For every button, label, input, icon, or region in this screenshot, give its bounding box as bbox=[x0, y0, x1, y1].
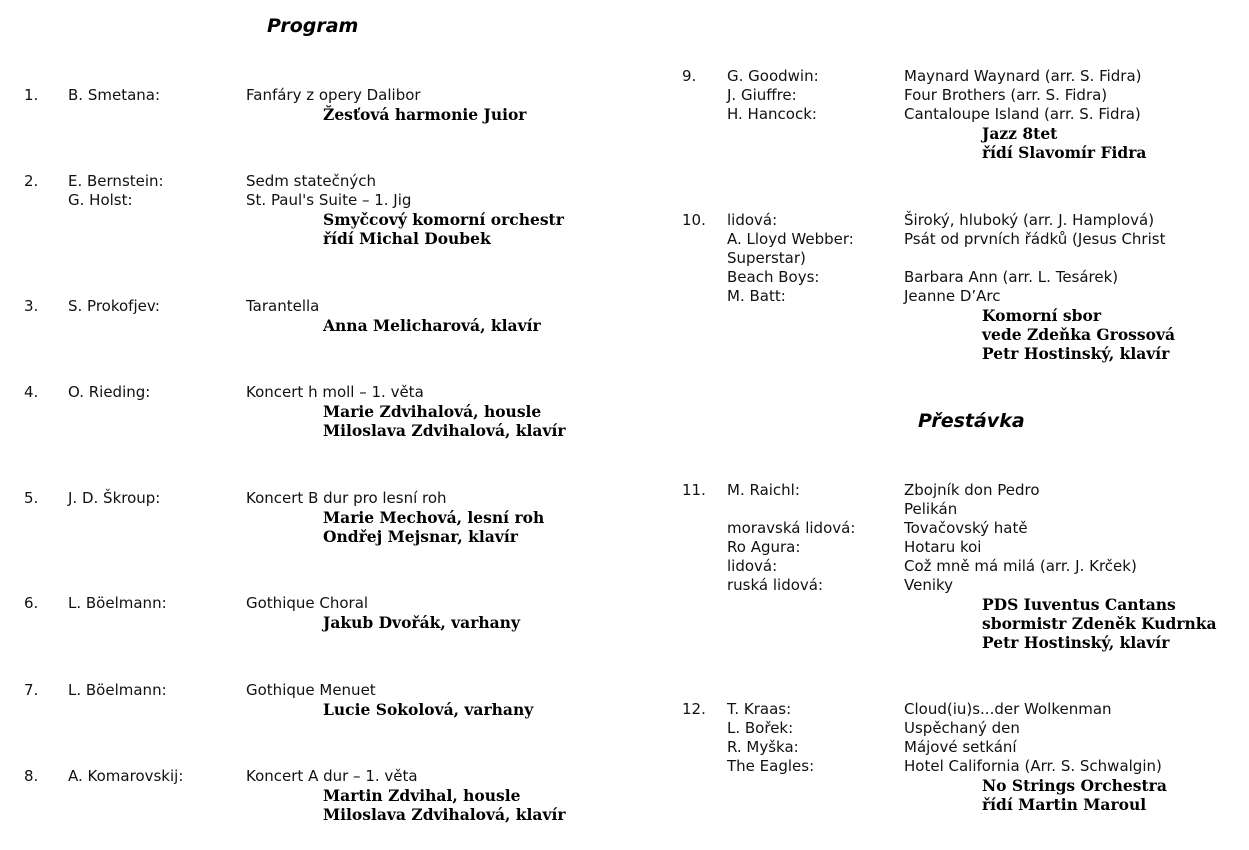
intermission-heading: Přestávka bbox=[918, 410, 1025, 432]
work-title: Koncert B dur pro lesní roh bbox=[246, 489, 447, 507]
item-number: 7. bbox=[24, 681, 39, 699]
work-title: Hotel California (Arr. S. Schwalgin) bbox=[904, 757, 1162, 775]
work-title: Cantaloupe Island (arr. S. Fidra) bbox=[904, 105, 1141, 123]
program-heading: Program bbox=[267, 15, 359, 37]
work-title: Koncert A dur – 1. věta bbox=[246, 767, 418, 785]
work-title: Gothique Choral bbox=[246, 594, 369, 612]
performer: Miloslava Zdvihalová, klavír bbox=[323, 421, 566, 440]
work-title: Barbara Ann (arr. L. Tesárek) bbox=[904, 268, 1119, 286]
work-title: Veniky bbox=[904, 576, 954, 594]
work-title: Což mně má milá (arr. J. Krček) bbox=[904, 557, 1137, 575]
composer: lidová: bbox=[727, 211, 778, 229]
performer: Miloslava Zdvihalová, klavír bbox=[323, 805, 566, 824]
performer: Petr Hostinský, klavír bbox=[982, 633, 1170, 652]
composer: moravská lidová: bbox=[727, 519, 856, 537]
composer: L. Böelmann: bbox=[68, 681, 167, 699]
composer: G. Holst: bbox=[68, 191, 133, 209]
work-title: Cloud(iu)s...der Wolkenman bbox=[904, 700, 1112, 718]
work-title: Zbojník don Pedro bbox=[904, 481, 1040, 499]
item-number: 3. bbox=[24, 297, 39, 315]
work-title: Májové setkání bbox=[904, 738, 1017, 756]
composer: O. Rieding: bbox=[68, 383, 151, 401]
performer: Ondřej Mejsnar, klavír bbox=[323, 527, 518, 546]
performer: Lucie Sokolová, varhany bbox=[323, 700, 534, 719]
composer: E. Bernstein: bbox=[68, 172, 164, 190]
work-title: Tovačovský hatě bbox=[904, 519, 1028, 537]
performer: PDS Iuventus Cantans bbox=[982, 595, 1176, 614]
performer: Anna Melicharová, klavír bbox=[323, 316, 541, 335]
item-number: 12. bbox=[682, 700, 706, 718]
work-title: Tarantella bbox=[246, 297, 320, 315]
composer: G. Goodwin: bbox=[727, 67, 819, 85]
work-title: Maynard Waynard (arr. S. Fidra) bbox=[904, 67, 1142, 85]
work-title: Jeanne D’Arc bbox=[904, 287, 1001, 305]
composer: H. Hancock: bbox=[727, 105, 817, 123]
performer: Komorní sbor bbox=[982, 306, 1101, 325]
composer: Beach Boys: bbox=[727, 268, 820, 286]
item-number: 2. bbox=[24, 172, 39, 190]
composer: J. D. Škroup: bbox=[68, 489, 161, 507]
composer: A. Lloyd Webber: bbox=[727, 230, 854, 248]
work-title: Široký, hluboký (arr. J. Hamplová) bbox=[904, 211, 1155, 229]
performer: Martin Zdvihal, housle bbox=[323, 786, 521, 805]
performer: Žesťová harmonie Juior bbox=[323, 105, 527, 124]
performer: sbormistr Zdeněk Kudrnka bbox=[982, 614, 1217, 633]
item-number: 4. bbox=[24, 383, 39, 401]
composer: M. Batt: bbox=[727, 287, 786, 305]
work-title: Uspěchaný den bbox=[904, 719, 1020, 737]
item-number: 5. bbox=[24, 489, 39, 507]
work-title: Psát od prvních řádků (Jesus Christ bbox=[904, 230, 1166, 248]
composer: B. Smetana: bbox=[68, 86, 161, 104]
work-title: Gothique Menuet bbox=[246, 681, 376, 699]
performer: řídí Martin Maroul bbox=[982, 795, 1147, 814]
performer: Marie Mechová, lesní roh bbox=[323, 508, 545, 527]
work-title: Koncert h moll – 1. věta bbox=[246, 383, 424, 401]
performer: Jazz 8tet bbox=[982, 124, 1058, 143]
performer: Smyčcový komorní orchestr bbox=[323, 210, 564, 229]
composer: ruská lidová: bbox=[727, 576, 824, 594]
performer: Marie Zdvihalová, housle bbox=[323, 402, 542, 421]
composer: Superstar) bbox=[727, 249, 806, 267]
item-number: 11. bbox=[682, 481, 706, 499]
composer: R. Myška: bbox=[727, 738, 799, 756]
composer: Ro Agura: bbox=[727, 538, 801, 556]
work-title: St. Paul's Suite – 1. Jig bbox=[246, 191, 412, 209]
composer: The Eagles: bbox=[727, 757, 815, 775]
composer: J. Giuffre: bbox=[727, 86, 797, 104]
composer: L. Böelmann: bbox=[68, 594, 167, 612]
composer: S. Prokofjev: bbox=[68, 297, 160, 315]
composer: T. Kraas: bbox=[727, 700, 792, 718]
item-number: 6. bbox=[24, 594, 39, 612]
item-number: 10. bbox=[682, 211, 706, 229]
composer: L. Bořek: bbox=[727, 719, 794, 737]
work-title: Hotaru koi bbox=[904, 538, 982, 556]
performer: Jakub Dvořák, varhany bbox=[323, 613, 520, 632]
work-title: Sedm statečných bbox=[246, 172, 377, 190]
item-number: 8. bbox=[24, 767, 39, 785]
composer: lidová: bbox=[727, 557, 778, 575]
performer: řídí Michal Doubek bbox=[323, 229, 491, 248]
work-title: Pelikán bbox=[904, 500, 958, 518]
work-title: Four Brothers (arr. S. Fidra) bbox=[904, 86, 1108, 104]
performer: Petr Hostinský, klavír bbox=[982, 344, 1170, 363]
composer: M. Raichl: bbox=[727, 481, 800, 499]
work-title: Fanfáry z opery Dalibor bbox=[246, 86, 421, 104]
item-number: 1. bbox=[24, 86, 39, 104]
performer: No Strings Orchestra bbox=[982, 776, 1167, 795]
item-number: 9. bbox=[682, 67, 697, 85]
performer: řídí Slavomír Fidra bbox=[982, 143, 1147, 162]
performer: vede Zdeňka Grossová bbox=[982, 325, 1176, 344]
composer: A. Komarovskij: bbox=[68, 767, 184, 785]
